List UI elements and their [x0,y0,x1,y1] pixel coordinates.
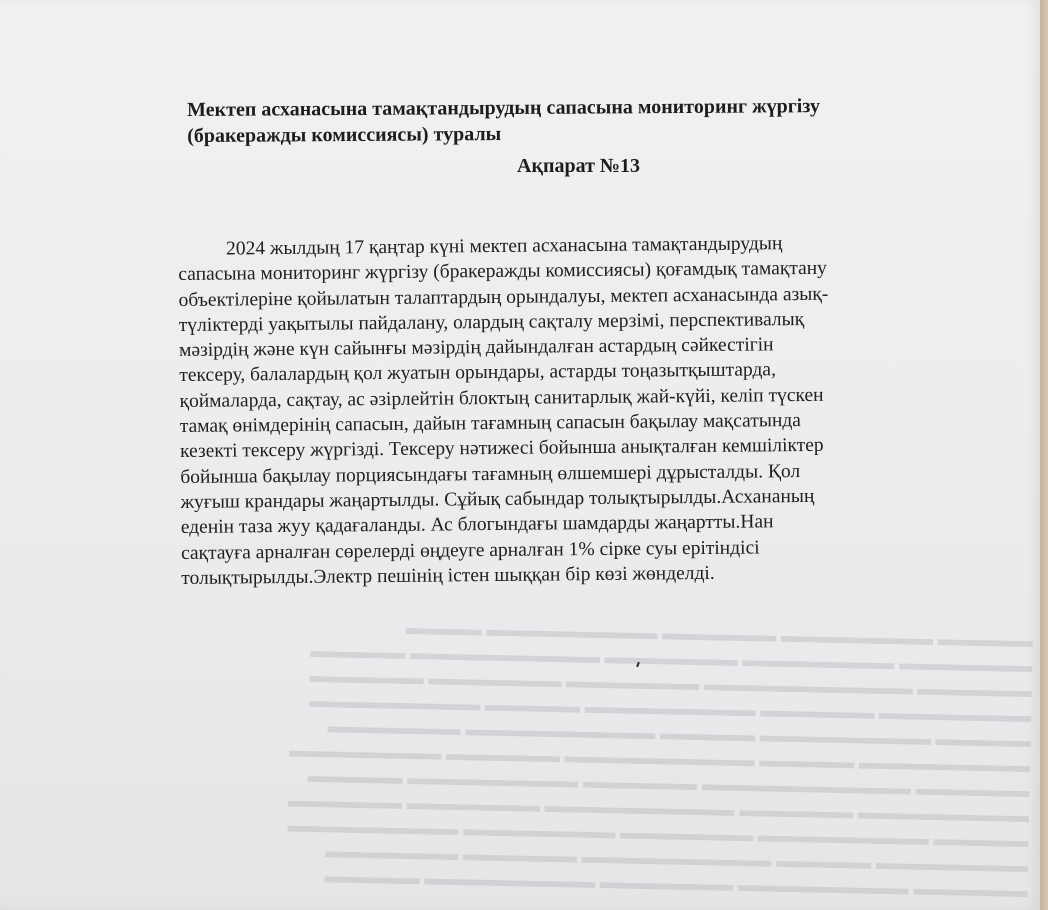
document-subtitle: Ақпарат №13 [517,155,641,177]
title-line-2: (бракеражды комиссиясы) туралы [187,123,502,147]
body-line: жуғыш крандары жаңартылды. Сұйық сабындар толықтырылды.Асхананың [180,485,815,513]
document-title [187,92,977,149]
body-line: мәзірдің және күн сайынғы мәзірдің дайындалған астардың сәйкестігін [178,334,774,362]
body-line: сапасына мониторинг жүргізу (бракеражды комиссиясы) қоғамдық тамақтану [178,258,827,286]
bleed-through-shadow: ▬▬▬▬▬ ▬▬▬▬▬▬▬▬ ▬▬▬▬▬▬ ▬▬▬▬▬▬▬▬▬ ▬▬▬▬ ▬▬▬▬▬▬▬ ▬▬▬▬▬▬▬▬ ▬▬▬▬▬▬▬ ▬▬▬▬▬▬▬▬▬▬ ▬▬▬▬▬ ▬▬▬▬▬▬ ▬▬▬▬▬▬▬▬▬▬▬ ▬▬▬▬▬▬▬ ▬▬▬▬▬▬▬ ▬▬▬▬▬▬ ▬▬▬▬▬▬▬▬ ▬▬▬▬▬▬ ▬▬▬▬▬▬▬▬▬ ▬▬▬▬▬ ▬▬▬▬▬▬▬▬▬ ▬▬▬▬▬ ▬▬▬▬▬▬▬▬▬ ▬▬▬▬▬ ▬▬▬▬▬▬▬▬▬▬ ▬▬▬▬▬▬▬ ▬▬▬▬▬▬▬▬▬ ▬▬▬▬▬ ▬▬▬▬▬▬▬▬▬▬ ▬▬▬▬▬▬ ▬▬▬▬▬▬▬▬ ▬▬▬▬▬▬ ▬▬▬▬▬▬▬▬▬▬▬ ▬▬▬▬▬▬ ▬▬▬▬▬▬▬▬▬ ▬▬▬▬▬ ▬▬▬▬▬▬▬▬▬ ▬▬▬▬▬▬ ▬▬▬▬▬▬▬▬▬▬ ▬▬▬▬▬▬▬ ▬▬▬▬▬▬ ▬▬▬▬▬ ▬▬▬▬▬▬▬▬▬ ▬▬▬▬▬▬▬ ▬▬▬▬▬▬▬▬ ▬▬▬▬▬▬▬▬▬ ▬▬▬▬▬▬▬▬ ▬▬▬▬▬ ▬▬▬▬▬▬▬▬▬▬ ▬▬▬▬▬▬ ▬▬▬▬▬▬▬ ▬▬▬▬▬▬ ▬▬▬▬▬▬▬▬▬ ▬▬▬▬▬▬▬ ▬▬▬▬▬▬▬▬▬ ▬▬▬▬▬ [287,617,1033,902]
body-line: еденін таза жуу қадағаланды. Ас блогындағы шамдарды жаңартты.Нан [180,511,774,539]
title-line-1: Мектеп асханасына тамақтандырудың сапасына мониторинг жүргізу [187,95,821,121]
body-line: бойынша бақылау порциясындағы тағамның өлшемшері дұрысталды. Қол [180,460,801,488]
body-line: тамақ өнімдерінің сапасын, дайын тағамның сапасын бақылау мақсатында [179,410,802,438]
body-line: кезекті тексеру жүргізді. Тексеру нәтижесі бойынша анықталған кемшіліктер [179,435,824,463]
body-line: қоймаларда, сақтау, ас әзірлейтін блоктың санитарлық жай-күйі, келіп түскен [179,384,824,412]
body-line: сақтауға арналған сөрелерді өңдеуге арналған 1% сірке суы ерітіндісі [180,536,760,564]
body-line: түліктерді уақытылы пайдалану, олардың сақталу мерзімі, перспективалық [178,308,805,336]
body-line: тексеру, балалардың қол жуатын орындары, астарды тоңазытқыштарда, [179,359,777,387]
ink-speck [636,662,640,667]
body-line: толықтырылды.Электр пешінің істен шыққан бір көзі жөнделді. [181,562,715,589]
body-line: объектілеріне қойылатын талаптардың орындалуы, мектеп асханасында азық- [178,283,829,311]
document-body [178,229,1011,591]
body-line: 2024 жылдың 17 қаңтар күні мектеп асханасына тамақтандырудың [226,233,783,260]
